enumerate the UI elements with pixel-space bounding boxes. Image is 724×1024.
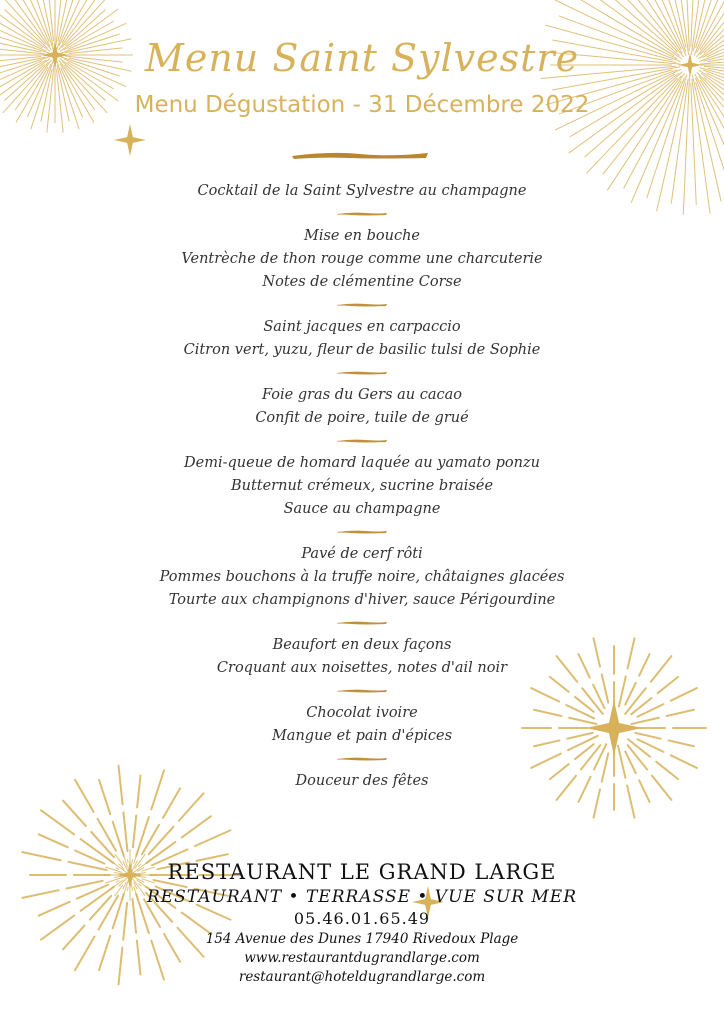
restaurant-email: restaurant@hoteldugrandlarge.com: [238, 969, 486, 985]
course-detail: Butternut crémeux, sucrine braisée: [230, 478, 494, 494]
course-title: Douceur des fêtes: [295, 773, 429, 789]
course-detail: Croquant aux noisettes, notes d'ail noir: [216, 660, 508, 676]
sparkle-icon: [114, 124, 146, 156]
menu-course: [0, 543, 724, 612]
course-detail: Sauce au champagne: [283, 501, 441, 517]
restaurant-address: 154 Avenue des Dunes 17940 Rivedoux Plage: [205, 931, 519, 947]
menu-course: [0, 180, 724, 203]
course-detail: Citron vert, yuzu, fleur de basilic tulsi de Sophie: [183, 342, 541, 358]
menu-course: [0, 384, 724, 430]
course-detail: Notes de clémentine Corse: [262, 274, 462, 290]
course-title: Foie gras du Gers au cacao: [262, 387, 462, 403]
menu-courses: [0, 180, 724, 793]
gold-separator: [336, 756, 388, 761]
course-detail: Tourte aux champignons d'hiver, sauce Périgourdine: [168, 592, 556, 608]
restaurant-footer: [0, 858, 724, 987]
menu-course: [0, 634, 724, 680]
gold-separator: [336, 370, 388, 375]
restaurant-name: RESTAURANT LE GRAND LARGE: [167, 860, 557, 884]
menu-course: [0, 316, 724, 362]
course-detail: Mangue et pain d'épices: [271, 728, 453, 744]
menu-course: [0, 770, 724, 793]
course-title: Chocolat ivoire: [306, 705, 418, 721]
course-title: Saint jacques en carpaccio: [263, 319, 461, 335]
menu-course: [0, 225, 724, 294]
gold-separator: [336, 620, 388, 625]
course-title: Cocktail de la Saint Sylvestre au champagne: [197, 183, 527, 199]
restaurant-phone: 05.46.01.65.49: [293, 909, 431, 928]
gold-separator: [336, 302, 388, 307]
course-detail: Pommes bouchons à la truffe noire, châtaignes glacées: [159, 569, 565, 585]
course-detail: Ventrèche de thon rouge comme une charcuterie: [181, 251, 543, 267]
course-title: Beaufort en deux façons: [272, 637, 452, 653]
course-title: Demi-queue de homard laquée au yamato ponzu: [184, 455, 540, 471]
restaurant-website: www.restaurantdugrandlarge.com: [244, 950, 480, 966]
course-title: Pavé de cerf rôti: [301, 546, 423, 562]
menu-title: Menu Saint Sylvestre: [144, 36, 580, 80]
menu-subtitle: Menu Dégustation - 31 Décembre 2022: [134, 92, 590, 118]
menu-course: [0, 452, 724, 521]
gold-separator: [336, 211, 388, 216]
course-title: Mise en bouche: [303, 228, 421, 244]
restaurant-tagline: RESTAURANT • TERRASSE • VUE SUR MER: [146, 887, 578, 907]
gold-separator: [336, 438, 388, 443]
gold-separator: [336, 529, 388, 534]
course-detail: Confit de poire, tuile de grué: [255, 410, 469, 426]
menu-course: [0, 702, 724, 748]
gold-separator: [336, 688, 388, 693]
gold-brush-divider: [290, 150, 430, 160]
